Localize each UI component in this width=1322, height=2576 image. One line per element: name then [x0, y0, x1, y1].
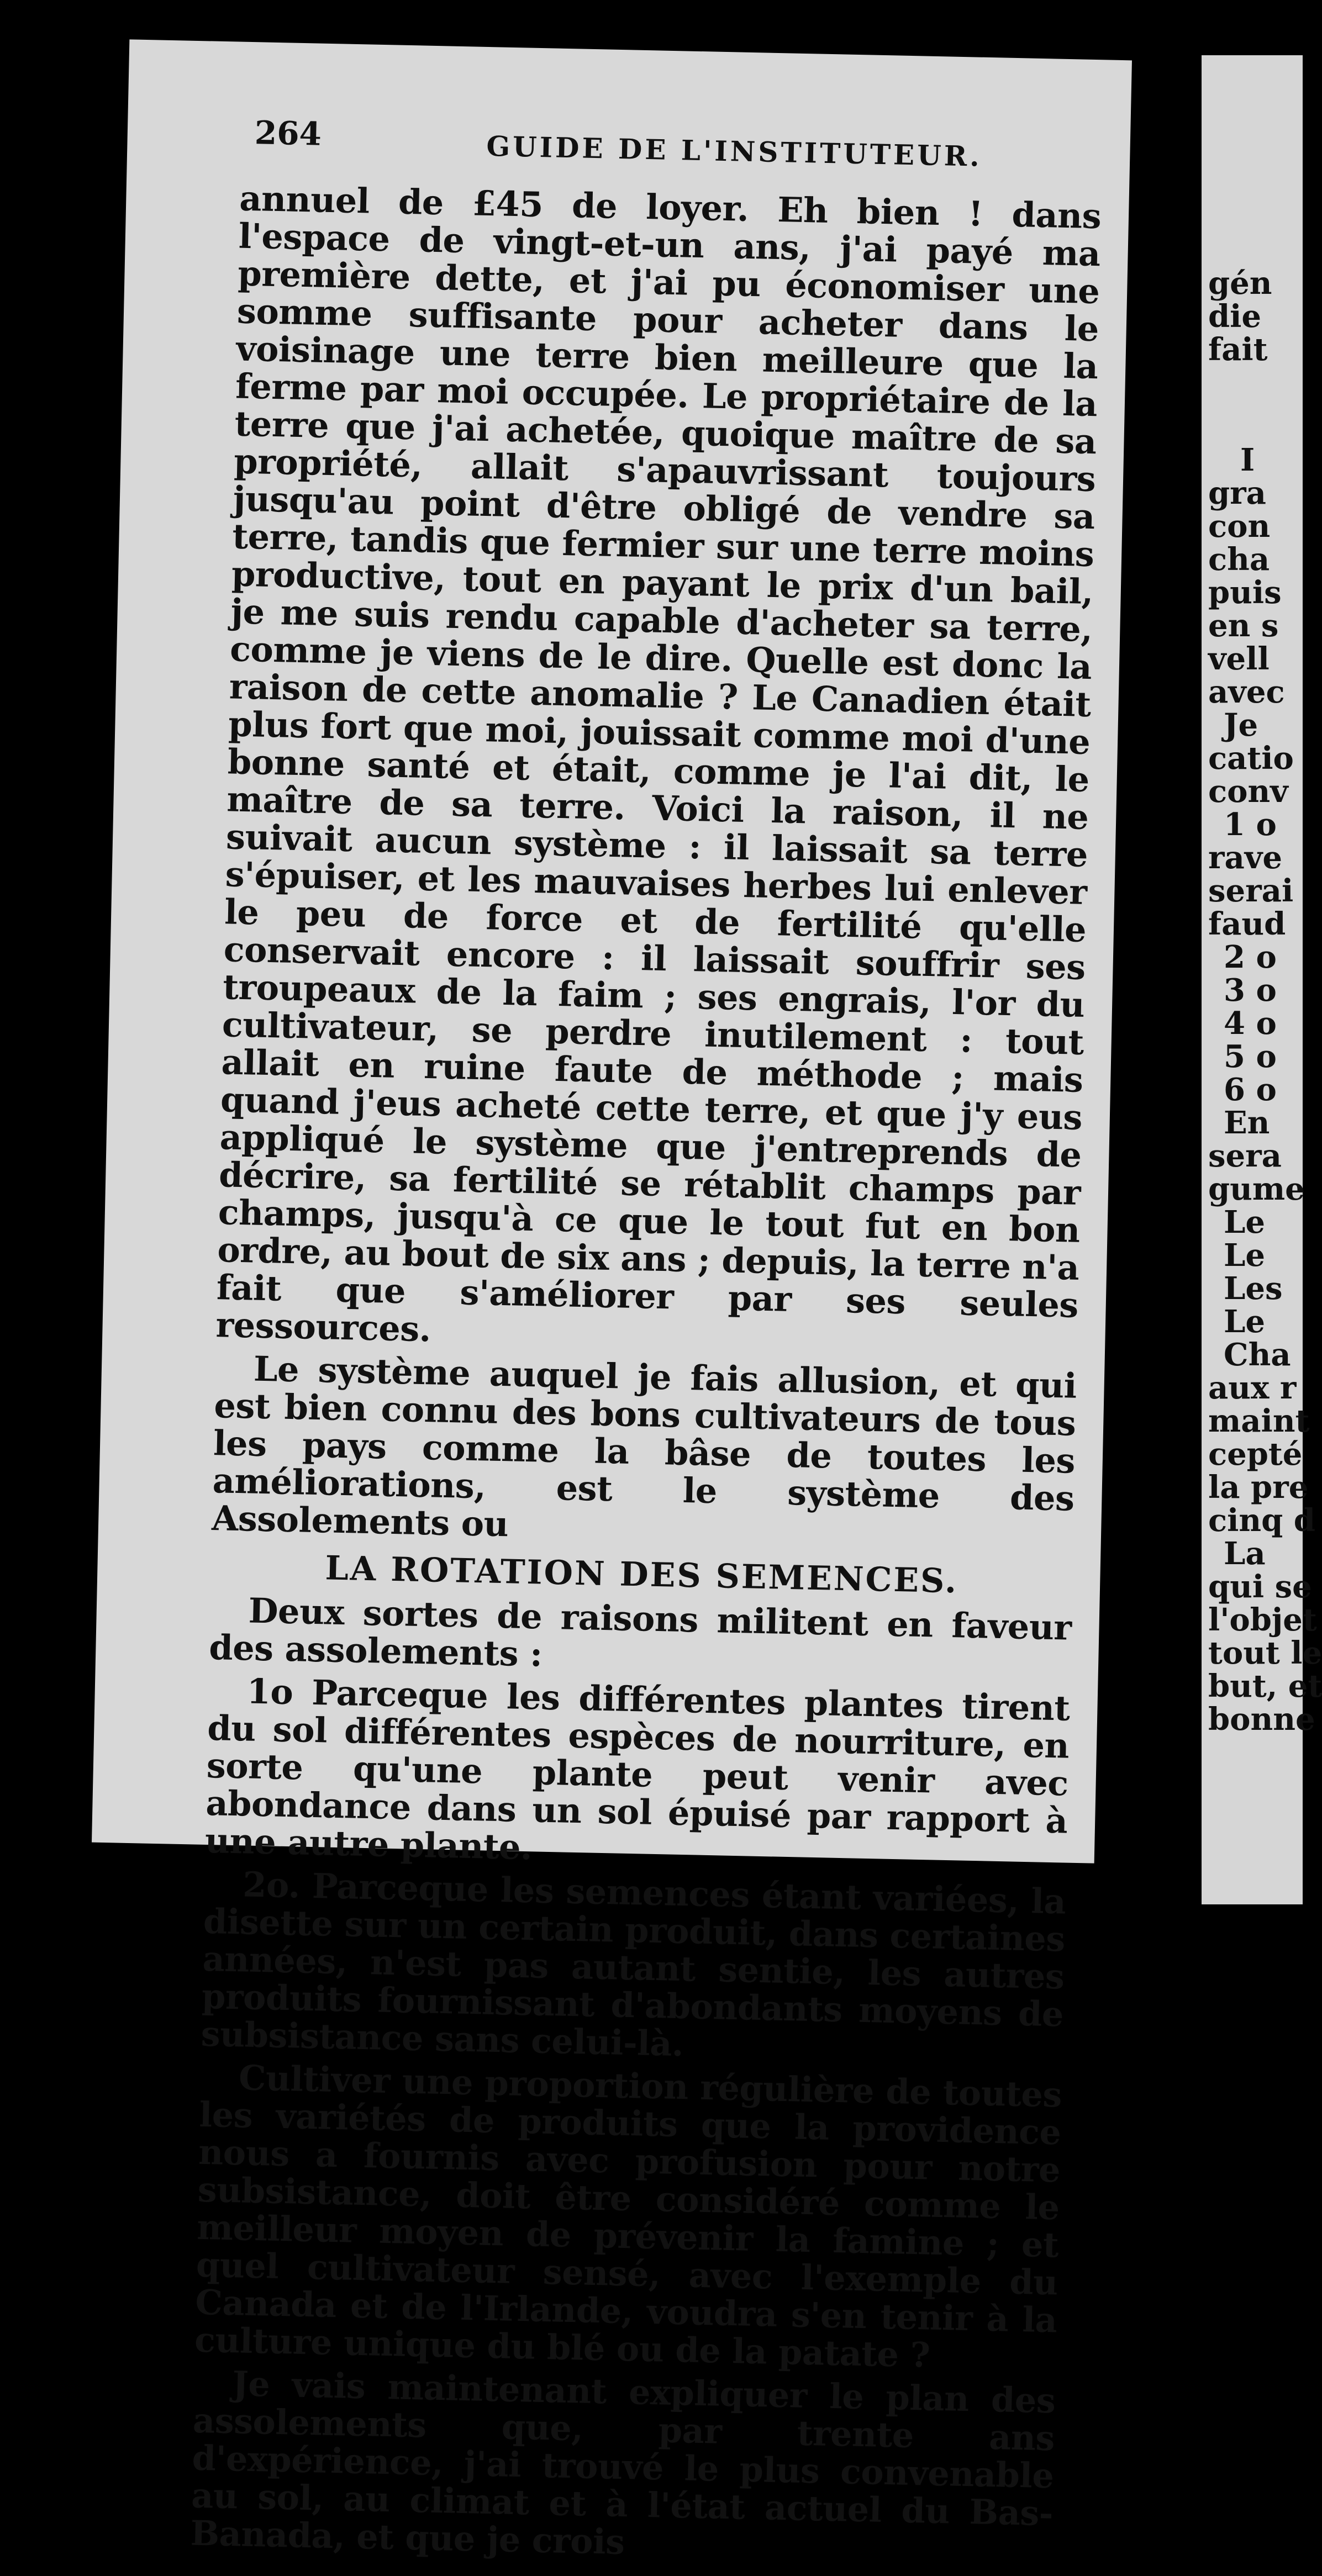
facing-line: catio — [1208, 740, 1294, 777]
facing-line: avec — [1208, 674, 1285, 710]
paragraph-7: Je vais maintenant expliquer le plan des assolements que, par trente ans d'expérience, j'ai trouvé le plus convenable au sol, au climat et à l'état actuel du Bas-Banada, et que je crois — [190, 2363, 1056, 2563]
facing-line: 4 o — [1224, 1005, 1277, 1042]
facing-line: sera — [1208, 1138, 1282, 1174]
paragraph-6: Cultiver une proportion régulière de toutes les variétés de produits que la providence nous a fournis avec profusion pour notre subsistance, doit être considéré comme le meilleur moyen de prévenir la famine ; et quel cultivateur sensé, avec l'exemple du Canada et de l'Irlande, voudra s'en tenir à la culture unique du blé ou de la patate ? — [194, 2057, 1062, 2376]
facing-line: cinq d — [1208, 1502, 1315, 1539]
facing-line: 5 o — [1224, 1038, 1277, 1075]
facing-line: cha — [1208, 541, 1270, 578]
facing-line: gra — [1208, 475, 1266, 511]
facing-line: cepté — [1208, 1436, 1303, 1472]
facing-line: rave — [1208, 840, 1282, 876]
facing-line: but, et — [1208, 1668, 1322, 1704]
facing-line: en s — [1208, 608, 1279, 644]
facing-line: maint — [1208, 1403, 1310, 1439]
facing-line: Le — [1224, 1303, 1266, 1340]
facing-line: conv — [1208, 773, 1288, 810]
facing-line: l'objet — [1208, 1602, 1317, 1638]
body-text — [190, 180, 1102, 2576]
facing-line: aux r — [1208, 1370, 1297, 1406]
facing-line: La — [1224, 1535, 1266, 1572]
facing-page — [1202, 55, 1322, 1904]
facing-line: En — [1224, 1105, 1270, 1141]
section-heading: LA ROTATION DES SEMENCES. — [324, 1549, 958, 1601]
reason-2: 2o. Parceque les semences étant variées, la disette sur un certain produit, dans certaines années, n'est pas autant sentie, les autres produits fournissant d'abondants moyens de subsistance sans celui-là. — [201, 1864, 1066, 2065]
page-number: 264 — [254, 114, 322, 153]
facing-line: con — [1208, 508, 1271, 545]
facing-line: Le — [1224, 1237, 1266, 1274]
facing-line: vell — [1208, 641, 1270, 677]
facing-line: gén — [1208, 265, 1272, 302]
facing-line: puis — [1208, 574, 1282, 611]
facing-line: Cha — [1224, 1337, 1291, 1373]
facing-line: 3 o — [1224, 972, 1277, 1009]
paragraph-3: Deux sortes de raisons militent en faveur des assolements : — [208, 1590, 1072, 1675]
book-page — [92, 39, 1132, 2563]
facing-line: gume — [1208, 1171, 1305, 1207]
reason-1: 1o Parceque les différentes plantes tirent du sol différentes espèces de nourriture, en sorte qu'une plante peut venir avec abondance dans un sol épuisé par rapport à une autre plante. — [204, 1671, 1071, 1868]
facing-line: faud — [1208, 906, 1286, 942]
paragraph-2: Le système auquel je fais allusion, et qui est bien connu des bons cultivateurs de tous les pays comme la bâse de toutes les améliorations, est le système des Assolements ou — [211, 1348, 1077, 1545]
facing-line: die — [1208, 298, 1262, 335]
facing-line: I — [1240, 442, 1255, 478]
facing-line: tout le — [1208, 1635, 1322, 1671]
facing-line: serai — [1208, 873, 1294, 909]
facing-line: Les — [1224, 1270, 1283, 1307]
facing-line: bonne — [1208, 1701, 1315, 1738]
running-head: GUIDE DE L'INSTITUTEUR. — [486, 129, 983, 173]
facing-line: qui se — [1208, 1569, 1312, 1605]
facing-line: 1 o — [1224, 806, 1277, 843]
facing-line: Le — [1224, 1204, 1266, 1241]
facing-line: la pre — [1208, 1469, 1309, 1506]
facing-line: 2 o — [1224, 939, 1277, 975]
facing-line: 6 o — [1224, 1071, 1277, 1108]
facing-line: fait — [1208, 331, 1268, 368]
paragraph-1: annuel de £45 de loyer. Eh bien ! dans l'espace de vingt-et-un ans, j'ai payé ma première dette, et j'ai pu économiser une somme suffisante pour acheter dans le voisinage une terre bien meilleure que la ferme par moi occupée. Le propriétaire de la terre que j'ai achetée, quoique maître de sa propriété, allait s'apauvrissant toujours jusqu'au point d'être obligé de vendre sa terre, tandis que fermier sur une terre moins productive, tout en payant le prix d'un bail, je me suis rendu capable d'acheter sa terre, comme je viens de le dire. Quelle est donc la raison de cette anomalie ? Le Canadien était plus fort que moi, jouissait comme moi d'une bonne santé et était, comme je l'ai dit, le maître de sa terre. Voici la raison, il ne suivait aucun système : il laissait sa terre s'épuiser, et les mauvaises herbes lui enlever le peu de force et de fertilité qu'elle conservait encore : il laissait souffrir ses troupeaux de la faim ; ses engrais, l'or du cultivateur, se perdre inutilement : tout allait en ruine faute de méthode ; mais quand j'eus acheté cette terre, et que j'y eus appliqué le système que j'entreprends de décrire, sa fertilité se rétablit champs par champs, jusqu'à ce que le tout fut en bon ordre, au bout de six ans ; depuis, la terre n'a fait que s'améliorer par ses seules ressources. — [215, 178, 1102, 1350]
facing-line: Je — [1224, 707, 1258, 743]
